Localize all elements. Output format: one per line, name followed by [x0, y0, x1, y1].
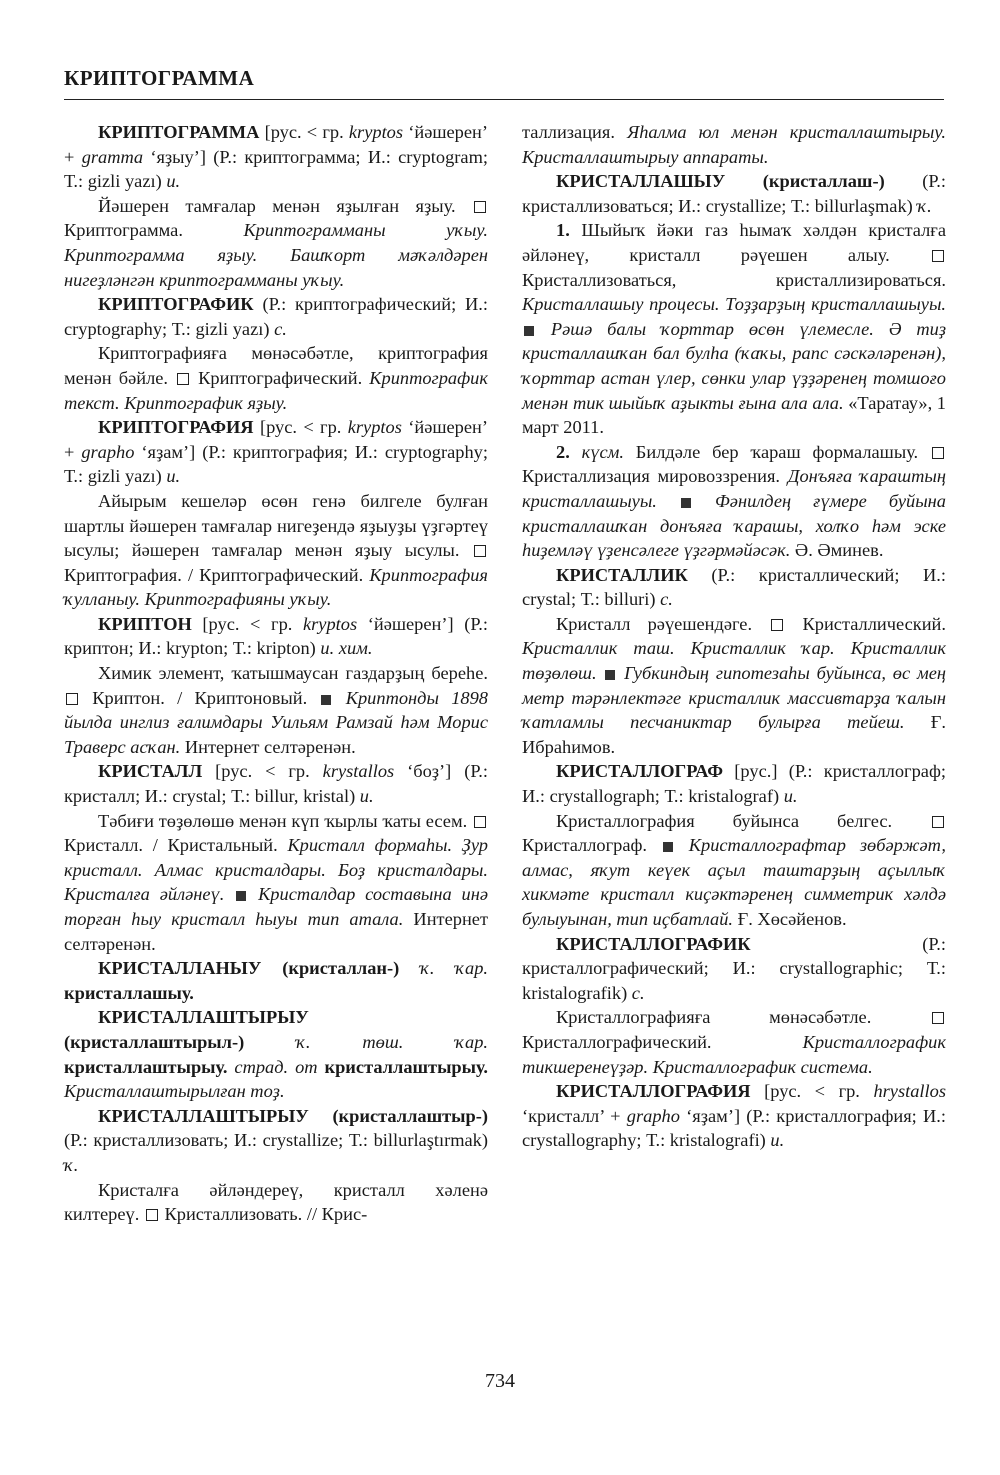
entry-headword-paragraph: КРИПТОГРАММА [рус. < гр. kryptos ‘йәшерен’ + gramma ‘яҙыу’] (Р.: криптограмма; И.: cryptogram; Т.: gizli yazı) и.: [64, 122, 488, 192]
entry-headword: КРИСТАЛЛАШТЫРЫУ: [98, 1007, 309, 1028]
entry-headword: КРИПТОГРАФИЯ: [98, 417, 254, 438]
italic-text: Криптонды 1898 йылда инглиз ғалимдары Уильям Рамзай һәм Морис Траверс асҡан.: [64, 687, 488, 757]
italic-text: kryptos: [348, 122, 404, 142]
italic-text: ҡ.: [917, 195, 932, 216]
bold-text: 2.: [556, 441, 570, 462]
open-square-icon: [932, 1012, 944, 1024]
open-square-icon: [177, 373, 189, 385]
bold-text: 1.: [556, 220, 570, 241]
filled-square-icon: [321, 695, 331, 705]
entry-headword: КРИСТАЛЛ: [98, 761, 203, 782]
italic-text: Кристаллографик тикшеренеүҙәр. Кристаллографик система.: [522, 1031, 946, 1077]
page-number: 734: [485, 1370, 515, 1392]
italic-text: Кристаллаштырылған тоҙ.: [64, 1081, 285, 1102]
italic-text: ҡ. төш. ҡар.: [296, 1031, 488, 1052]
filled-square-icon: [524, 326, 534, 336]
entry-headword-paragraph: [64, 956, 488, 1005]
entry-definition-paragraph: таллизация. Яһалма юл менән кристаллаштырыу. Кристаллаштырыу аппараты.: [522, 122, 946, 167]
italic-text: Фәнилдең ғүмере буйына кристаллашҡан донъяға ҡарашы, холҡо һәм эске һиҙемләү үҙенсәлеге үҙгәрмәйәсәк.: [522, 490, 946, 561]
italic-text: Кристалдар составына инә торған һыу кристалл һыуы тип атала.: [64, 884, 488, 929]
italic-text: hrystallos: [873, 1081, 946, 1102]
bold-text: (кристаллаштырыл-): [64, 1031, 245, 1052]
left-column: [64, 120, 488, 1227]
entry-headword: КРИПТОГРАФИК: [98, 294, 254, 315]
entry-headword: КРИСТАЛЛАШТЫРЫУ: [98, 1105, 309, 1126]
entry-definition-paragraph: Химик элемент, ҡатышмаусан газдарҙың береһе. Криптон. / Криптоновый. Криптонды 1898 йылда инглиз ғалимдары Уильям Рамзай һәм Морис Траверс асҡан. Интернет селтәренән.: [64, 663, 488, 757]
open-square-icon: [932, 816, 944, 828]
italic-text: и.: [783, 786, 798, 807]
bold-text: кристаллаштырыу.: [324, 1056, 488, 1077]
bold-text: кристаллашыу.: [64, 982, 194, 1003]
entry-headword-paragraph: [64, 1005, 488, 1103]
italic-text: с.: [274, 318, 287, 339]
open-square-icon: [146, 1209, 158, 1221]
open-square-icon: [474, 545, 486, 557]
entry-definition-paragraph: Кристаллографияға мөнәсәбәтле. Кристаллографический. Кристаллографик тикшеренеүҙәр. Кристаллографик система.: [522, 1007, 946, 1077]
entry-headword-paragraph: КРИСТАЛЛОГРАФИЯ [рус. < гр. hrystallos ‘кристалл’ + grapho ‘яҙам’] (Р.: кристаллография; И.: crystallography; Т.: kristalografi) и.: [522, 1081, 946, 1151]
entry-headword-paragraph: КРИСТАЛЛАШТЫРЫУ (кристаллаштыр-) (Р.: кристаллизовать; И.: crystallize; Т.: billurlaştırmak) ҡ.: [64, 1105, 488, 1175]
bold-text: (кристаллан-): [282, 958, 400, 979]
italic-text: Кристаллографтар зөбәржәт, алмас, яҡут кеүек аҫыл таштарҙың аҫыллыҡ хикмәте кристалл киҫәктәренең симметрик хәлдә булыуынан, тип иҫбатлай.: [522, 835, 946, 929]
entry-headword: КРИСТАЛЛАНЫУ: [98, 958, 262, 979]
italic-text: Донъяға ҡараштың кристаллашыуы.: [522, 466, 946, 511]
entry-definition-paragraph: Кристаллография буйынса белгес. Кристаллограф. Кристаллографтар зөбәржәт, алмас, яҡут кеүек аҫыл таштарҙың аҫыллыҡ хикмәте кристалл киҫәктәренең симметрик хәлдә булыуынан, тип иҫбатлай. Ғ. Хөсәйенов.: [522, 810, 946, 929]
entry-headword: КРИПТОН: [98, 613, 192, 634]
italic-text: grapho: [626, 1105, 680, 1126]
entry-definition-paragraph: 1. Шыйыҡ йәки газ һымаҡ хәлдән кристалға әйләнеү, кристалл рәүешен алыу. Кристаллизоваться, кристаллизироваться. Кристаллашыу процесы. Тоҙҙарҙың кристаллашыуы. Рәшә балы ҡорттар өсөн үлемесле. Ә тиҙ кристаллашҡан бал булһа (ҡаҡы, рапс сәскәләренән), ҡорттар астан үлер, сөнки улар үҙҙәренең томшоғо менән тик шыйыҡ аҙыкты ғына ала ала. «Таратау», 1 март 2011.: [522, 220, 946, 438]
open-square-icon: [771, 619, 783, 631]
entry-headword-paragraph: КРИПТОГРАФИК (Р.: криптографический; И.: cryptography; Т.: gizli yazı) с.: [64, 294, 488, 339]
italic-text: с.: [631, 982, 645, 1003]
italic-text: и.: [359, 786, 374, 807]
italic-text: и. хим.: [320, 638, 373, 659]
entry-headword-paragraph: КРИСТАЛЛОГРАФ [рус.] (Р.: кристаллограф; И.: crystallograph; Т.: kristalograf) и.: [522, 761, 946, 807]
open-square-icon: [932, 447, 944, 459]
entry-headword-paragraph: КРИСТАЛЛОГРАФИК (Р.: кристаллографический; И.: crystallographic; Т.: kristalografik) с.: [522, 933, 946, 1003]
italic-text: Кристалл формаһы. Ҙур кристалл. Алмас кристалдары. Боҙ кристалдары. Кристалға әйләнеү.: [64, 835, 489, 905]
filled-square-icon: [605, 670, 615, 680]
italic-text: Кристаллашыу процесы. Тоҙҙарҙың кристаллашыуы.: [522, 294, 946, 315]
filled-square-icon: [663, 842, 673, 852]
italic-text: Губкиндың гипотезаһы буйынса, өс мең метр тәрәнлектәге кристаллик массивтарҙа ҡалын ҡатламлы песчаниктар булырға тейеш.: [522, 663, 946, 733]
filled-square-icon: [681, 498, 691, 508]
header-rule: [64, 99, 944, 100]
italic-text: и.: [166, 466, 181, 487]
italic-text: Кристаллик таш. Кристаллик ҡар. Кристаллик төҙөлөш.: [522, 638, 946, 684]
right-column: [522, 120, 946, 1153]
open-square-icon: [474, 201, 486, 213]
italic-text: gramma: [81, 146, 144, 167]
open-square-icon: [474, 816, 486, 828]
italic-text: Рәшә балы ҡорттар өсөн үлемесле. Ә тиҙ кристаллашҡан бал булһа (ҡаҡы, рапс сәскәләренән), ҡорттар астан үлер, сөнки улар үҙҙәренең томшоғо менән тик шыйыҡ аҙыкты ғына ала ала.: [522, 318, 946, 413]
entry-definition-paragraph: Криптографияға мөнәсәбәтле, криптография менән бәйле. Криптографический. Криптографик текст. Криптографик яҙыу.: [64, 343, 488, 413]
bold-text: (кристаллаштыр-): [332, 1105, 488, 1126]
entry-headword-paragraph: КРИСТАЛЛАШЫУ (кристаллаш-) (Р.: кристаллизоваться; И.: crystallize; Т.: billurlaşmak) ҡ.: [522, 171, 946, 216]
italic-text: krystallos: [322, 761, 395, 782]
italic-text: и.: [770, 1130, 785, 1151]
italic-text: grapho: [81, 441, 135, 462]
entry-definition-paragraph: Кристалға әйләндереү, кристалл хәленә килтереү. Кристаллизовать. // Крис-: [64, 1179, 488, 1225]
open-square-icon: [932, 250, 944, 262]
bold-text: (кристаллаш-): [762, 171, 885, 192]
entry-headword-paragraph: КРИПТОГРАФИЯ [рус. < гр. kryptos ‘йәшерен’ + grapho ‘яҙам’] (Р.: криптография; И.: cryptography; Т.: gizli yazı) и.: [64, 417, 488, 487]
italic-text: ҡ.: [64, 1154, 79, 1175]
italic-text: kryptos: [347, 417, 402, 438]
italic-text: страд. от: [234, 1056, 318, 1077]
entry-headword-paragraph: КРИСТАЛЛ [рус. < гр. krystallos ‘боҙ’] (Р.: кристалл; И.: crystal; Т.: billur, kristal) и.: [64, 761, 488, 807]
open-square-icon: [66, 693, 78, 705]
entry-definition-paragraph: 2. күсм. Билдәле бер ҡараш формалашыу. Кристаллизация мировоззрения. Донъяға ҡараштың кристаллашыуы. Фәнилдең ғүмере буйына кристаллашҡан донъяға ҡарашы, холҡо һәм эске һиҙемләү үҙенсәлеге үҙгәрмәйәсәк. Ә. Әминев.: [522, 441, 946, 561]
entry-headword: КРИСТАЛЛОГРАФИЯ: [556, 1081, 751, 1102]
running-head: КРИПТОГРАММА: [64, 66, 255, 90]
italic-text: kryptos: [302, 613, 358, 634]
entry-headword: КРИСТАЛЛАШЫУ: [556, 171, 726, 192]
entry-headword-paragraph: КРИПТОН [рус. < гр. kryptos ‘йәшерен’] (Р.: криптон; И.: krypton; Т.: kripton) и. хим.: [64, 613, 488, 659]
italic-text: Криптография ҡулланыу. Криптографияны уҡыу.: [64, 564, 488, 610]
italic-text: күсм.: [581, 441, 624, 462]
italic-text: Яһалма юл менән кристаллаштырыу. Кристаллаштырыу аппараты.: [522, 122, 946, 167]
italic-text: Криптографик текст. Криптографик яҙыу.: [64, 367, 488, 413]
italic-text: ҡ. ҡар.: [420, 958, 488, 979]
italic-text: и.: [166, 171, 181, 192]
entry-headword-paragraph: КРИСТАЛЛИК (Р.: кристаллический; И.: crystal; Т.: billuri) с.: [522, 564, 946, 610]
entry-definition-paragraph: Кристалл рәүешендәге. Кристаллический. Кристаллик таш. Кристаллик ҡар. Кристаллик төҙөлөш. Губкиндың гипотезаһы буйынса, өс мең метр тәрәнлектәге кристаллик массивтарҙа ҡалын ҡатламлы песчаниктар булырға тейеш. Ғ. Ибраһимов.: [522, 613, 946, 757]
filled-square-icon: [236, 891, 246, 901]
italic-text: Криптограмманы уҡыу. Криптограмма яҙыу. Башҡорт мәҡәлдәрен нигеҙләнгән криптограмманы уҡыу.: [64, 220, 488, 290]
entry-headword: КРИПТОГРАММА: [98, 122, 260, 142]
entry-headword: КРИСТАЛЛОГРАФ: [556, 761, 723, 782]
entry-definition-paragraph: Айырым кешеләр өсөн генә билгеле булған шартлы йәшерен тамғалар нигеҙендә яҙыуҙы үҙгәртеү ысулы; йәшерен тамғалар менән яҙыу ысулы. Криптография. / Криптографический. Криптография ҡулланыу. Криптографияны уҡыу.: [64, 490, 488, 610]
entry-definition-paragraph: Йәшерен тамғалар менән яҙылған яҙыу. Криптограмма. Криптограмманы уҡыу. Криптограмма яҙыу. Башҡорт мәҡәлдәрен нигеҙләнгән криптограмманы уҡыу.: [64, 195, 488, 290]
bold-text: кристаллаштырыу.: [64, 1056, 228, 1077]
italic-text: с.: [660, 589, 673, 610]
entry-headword: КРИСТАЛЛОГРАФИК: [556, 933, 751, 954]
entry-definition-paragraph: Тәбиғи төҙөлөшө менән күп ҡырлы ҡаты есем. Кристалл. / Кристальный. Кристалл формаһы. Ҙур кристалл. Алмас кристалдары. Боҙ кристалдары. Кристалға әйләнеү. Кристалдар составына инә торған һыу кристалл һыуы тип атала. Интернет селтәренән.: [64, 810, 489, 954]
entry-headword: КРИСТАЛЛИК: [556, 564, 688, 585]
